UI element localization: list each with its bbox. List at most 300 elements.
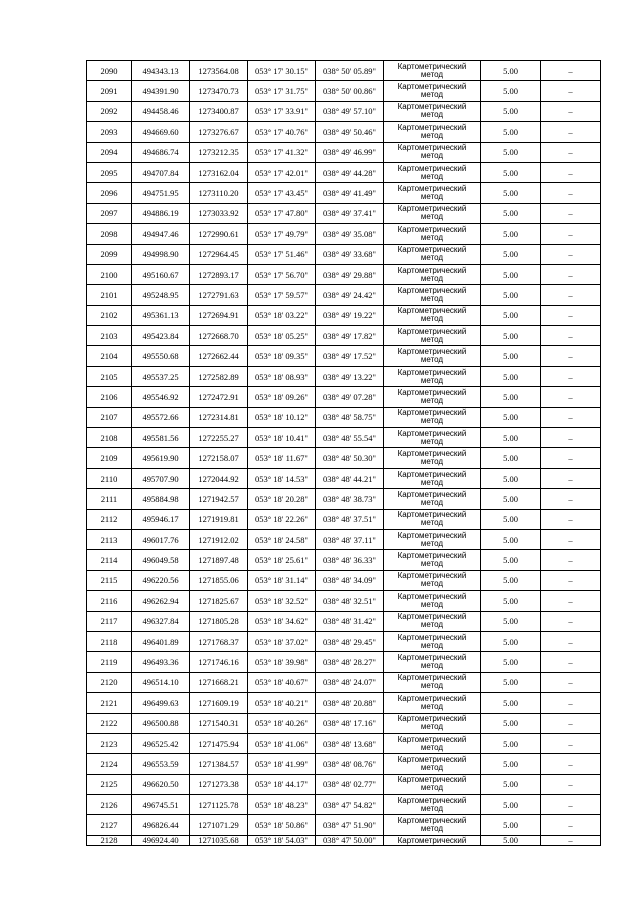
table-row bbox=[87, 611, 601, 631]
longitude-cell: 038° 49' 35.08" bbox=[316, 224, 384, 244]
longitude-cell: 038° 47' 51.90" bbox=[316, 815, 384, 835]
point-number-cell: 2116 bbox=[87, 591, 132, 611]
x-coordinate-cell: 496620.50 bbox=[132, 774, 190, 794]
table-row bbox=[87, 693, 601, 713]
y-coordinate-cell: 1272668.70 bbox=[190, 326, 248, 346]
y-coordinate-cell: 1271805.28 bbox=[190, 611, 248, 631]
longitude-cell: 038° 49' 37.41" bbox=[316, 203, 384, 223]
method-text: Картометрический bbox=[397, 835, 467, 845]
x-coordinate-cell: 496401.89 bbox=[132, 631, 190, 651]
method-text: Картометрический метод bbox=[397, 224, 467, 242]
longitude-cell: 038° 49' 17.52" bbox=[316, 346, 384, 366]
y-coordinate-cell: 1273564.08 bbox=[190, 61, 248, 81]
point-number-cell: 2115 bbox=[87, 570, 132, 590]
coordinates-table bbox=[86, 60, 601, 846]
determination-method-cell bbox=[384, 815, 481, 835]
longitude-cell: 038° 49' 17.82" bbox=[316, 326, 384, 346]
note-cell: – bbox=[541, 448, 601, 468]
point-number-cell: 2111 bbox=[87, 489, 132, 509]
note-cell: – bbox=[541, 101, 601, 121]
determination-method-cell bbox=[384, 162, 481, 182]
point-number-cell: 2106 bbox=[87, 387, 132, 407]
latitude-cell: 053° 18' 54.03" bbox=[248, 835, 316, 845]
x-coordinate-cell: 495550.68 bbox=[132, 346, 190, 366]
accuracy-cell: 5.00 bbox=[481, 366, 541, 386]
table-row bbox=[87, 570, 601, 590]
y-coordinate-cell: 1271855.06 bbox=[190, 570, 248, 590]
latitude-cell: 053° 18' 11.67" bbox=[248, 448, 316, 468]
method-text: Картометрический метод bbox=[397, 775, 467, 793]
x-coordinate-cell: 496826.44 bbox=[132, 815, 190, 835]
table-row bbox=[87, 428, 601, 448]
method-text: Картометрический метод bbox=[397, 653, 467, 671]
point-number-cell: 2094 bbox=[87, 142, 132, 162]
determination-method-cell bbox=[384, 366, 481, 386]
point-number-cell: 2117 bbox=[87, 611, 132, 631]
y-coordinate-cell: 1272472.91 bbox=[190, 387, 248, 407]
latitude-cell: 053° 17' 42.01" bbox=[248, 162, 316, 182]
accuracy-cell: 5.00 bbox=[481, 346, 541, 366]
table-row bbox=[87, 346, 601, 366]
point-number-cell: 2092 bbox=[87, 101, 132, 121]
x-coordinate-cell: 496493.36 bbox=[132, 652, 190, 672]
latitude-cell: 053° 17' 59.57" bbox=[248, 285, 316, 305]
method-text: Картометрический метод bbox=[397, 469, 467, 487]
accuracy-cell: 5.00 bbox=[481, 448, 541, 468]
accuracy-cell: 5.00 bbox=[481, 774, 541, 794]
determination-method-cell bbox=[384, 693, 481, 713]
longitude-cell: 038° 48' 20.88" bbox=[316, 693, 384, 713]
method-text: Картометрический метод bbox=[397, 551, 467, 569]
table-row bbox=[87, 815, 601, 835]
method-text: Картометрический метод bbox=[397, 489, 467, 507]
accuracy-cell: 5.00 bbox=[481, 61, 541, 81]
y-coordinate-cell: 1271825.67 bbox=[190, 591, 248, 611]
table-row bbox=[87, 305, 601, 325]
longitude-cell: 038° 49' 46.99" bbox=[316, 142, 384, 162]
latitude-cell: 053° 17' 41.32" bbox=[248, 142, 316, 162]
x-coordinate-cell: 494947.46 bbox=[132, 224, 190, 244]
note-cell: – bbox=[541, 652, 601, 672]
x-coordinate-cell: 496745.51 bbox=[132, 795, 190, 815]
accuracy-cell: 5.00 bbox=[481, 407, 541, 427]
note-cell: – bbox=[541, 835, 601, 845]
determination-method-cell bbox=[384, 101, 481, 121]
table-row bbox=[87, 529, 601, 549]
longitude-cell: 038° 47' 54.82" bbox=[316, 795, 384, 815]
longitude-cell: 038° 48' 55.54" bbox=[316, 428, 384, 448]
accuracy-cell: 5.00 bbox=[481, 529, 541, 549]
y-coordinate-cell: 1272582.89 bbox=[190, 366, 248, 386]
determination-method-cell bbox=[384, 407, 481, 427]
x-coordinate-cell: 496220.56 bbox=[132, 570, 190, 590]
y-coordinate-cell: 1272158.07 bbox=[190, 448, 248, 468]
table-row bbox=[87, 244, 601, 264]
accuracy-cell: 5.00 bbox=[481, 264, 541, 284]
determination-method-cell bbox=[384, 754, 481, 774]
table-row bbox=[87, 183, 601, 203]
longitude-cell: 038° 49' 50.46" bbox=[316, 122, 384, 142]
note-cell: – bbox=[541, 672, 601, 692]
longitude-cell: 038° 48' 17.16" bbox=[316, 713, 384, 733]
y-coordinate-cell: 1272893.17 bbox=[190, 264, 248, 284]
accuracy-cell: 5.00 bbox=[481, 489, 541, 509]
note-cell: – bbox=[541, 550, 601, 570]
table-row bbox=[87, 713, 601, 733]
method-text: Картометрический метод bbox=[397, 82, 467, 100]
longitude-cell: 038° 50' 05.89" bbox=[316, 61, 384, 81]
determination-method-cell bbox=[384, 611, 481, 631]
determination-method-cell bbox=[384, 591, 481, 611]
determination-method-cell bbox=[384, 672, 481, 692]
accuracy-cell: 5.00 bbox=[481, 81, 541, 101]
table-row bbox=[87, 631, 601, 651]
x-coordinate-cell: 496327.84 bbox=[132, 611, 190, 631]
method-text: Картометрический метод bbox=[397, 306, 467, 324]
accuracy-cell: 5.00 bbox=[481, 550, 541, 570]
table-row bbox=[87, 162, 601, 182]
determination-method-cell bbox=[384, 713, 481, 733]
latitude-cell: 053° 18' 20.28" bbox=[248, 489, 316, 509]
point-number-cell: 2109 bbox=[87, 448, 132, 468]
longitude-cell: 038° 49' 07.28" bbox=[316, 387, 384, 407]
table-row bbox=[87, 203, 601, 223]
y-coordinate-cell: 1273470.73 bbox=[190, 81, 248, 101]
latitude-cell: 053° 18' 39.98" bbox=[248, 652, 316, 672]
accuracy-cell: 5.00 bbox=[481, 754, 541, 774]
accuracy-cell: 5.00 bbox=[481, 428, 541, 448]
method-text: Картометрический метод bbox=[397, 204, 467, 222]
longitude-cell: 038° 48' 08.76" bbox=[316, 754, 384, 774]
y-coordinate-cell: 1271768.37 bbox=[190, 631, 248, 651]
note-cell: – bbox=[541, 631, 601, 651]
x-coordinate-cell: 495572.66 bbox=[132, 407, 190, 427]
point-number-cell: 2114 bbox=[87, 550, 132, 570]
accuracy-cell: 5.00 bbox=[481, 285, 541, 305]
point-number-cell: 2103 bbox=[87, 326, 132, 346]
latitude-cell: 053° 17' 56.70" bbox=[248, 264, 316, 284]
y-coordinate-cell: 1273400.87 bbox=[190, 101, 248, 121]
accuracy-cell: 5.00 bbox=[481, 570, 541, 590]
accuracy-cell: 5.00 bbox=[481, 203, 541, 223]
longitude-cell: 038° 48' 37.11" bbox=[316, 529, 384, 549]
method-text: Картометрический метод bbox=[397, 61, 467, 79]
point-number-cell: 2097 bbox=[87, 203, 132, 223]
determination-method-cell bbox=[384, 142, 481, 162]
x-coordinate-cell: 494998.90 bbox=[132, 244, 190, 264]
method-text: Картометрический метод bbox=[397, 367, 467, 385]
point-number-cell: 2107 bbox=[87, 407, 132, 427]
table-row bbox=[87, 835, 601, 845]
point-number-cell: 2120 bbox=[87, 672, 132, 692]
latitude-cell: 053° 18' 41.99" bbox=[248, 754, 316, 774]
y-coordinate-cell: 1271912.02 bbox=[190, 529, 248, 549]
latitude-cell: 053° 18' 08.93" bbox=[248, 366, 316, 386]
accuracy-cell: 5.00 bbox=[481, 509, 541, 529]
point-number-cell: 2110 bbox=[87, 468, 132, 488]
point-number-cell: 2090 bbox=[87, 61, 132, 81]
accuracy-cell: 5.00 bbox=[481, 122, 541, 142]
determination-method-cell bbox=[384, 244, 481, 264]
longitude-cell: 038° 49' 19.22" bbox=[316, 305, 384, 325]
determination-method-cell bbox=[384, 203, 481, 223]
determination-method-cell bbox=[384, 346, 481, 366]
y-coordinate-cell: 1271609.19 bbox=[190, 693, 248, 713]
note-cell: – bbox=[541, 591, 601, 611]
x-coordinate-cell: 496500.88 bbox=[132, 713, 190, 733]
x-coordinate-cell: 496049.58 bbox=[132, 550, 190, 570]
point-number-cell: 2124 bbox=[87, 754, 132, 774]
note-cell: – bbox=[541, 162, 601, 182]
accuracy-cell: 5.00 bbox=[481, 652, 541, 672]
method-text: Картометрический метод bbox=[397, 714, 467, 732]
x-coordinate-cell: 494458.46 bbox=[132, 101, 190, 121]
method-text: Картометрический метод bbox=[397, 184, 467, 202]
note-cell: – bbox=[541, 774, 601, 794]
latitude-cell: 053° 18' 14.53" bbox=[248, 468, 316, 488]
accuracy-cell: 5.00 bbox=[481, 183, 541, 203]
longitude-cell: 038° 48' 44.21" bbox=[316, 468, 384, 488]
y-coordinate-cell: 1271919.81 bbox=[190, 509, 248, 529]
y-coordinate-cell: 1272791.63 bbox=[190, 285, 248, 305]
note-cell: – bbox=[541, 264, 601, 284]
method-text: Картометрический метод bbox=[397, 326, 467, 344]
latitude-cell: 053° 18' 32.52" bbox=[248, 591, 316, 611]
y-coordinate-cell: 1271942.57 bbox=[190, 489, 248, 509]
determination-method-cell bbox=[384, 631, 481, 651]
method-text: Картометрический метод bbox=[397, 265, 467, 283]
point-number-cell: 2105 bbox=[87, 366, 132, 386]
point-number-cell: 2095 bbox=[87, 162, 132, 182]
note-cell: – bbox=[541, 468, 601, 488]
note-cell: – bbox=[541, 61, 601, 81]
x-coordinate-cell: 494886.19 bbox=[132, 203, 190, 223]
determination-method-cell bbox=[384, 183, 481, 203]
accuracy-cell: 5.00 bbox=[481, 611, 541, 631]
accuracy-cell: 5.00 bbox=[481, 591, 541, 611]
longitude-cell: 038° 47' 50.00" bbox=[316, 835, 384, 845]
y-coordinate-cell: 1271746.16 bbox=[190, 652, 248, 672]
y-coordinate-cell: 1271475.94 bbox=[190, 733, 248, 753]
method-text: Картометрический метод bbox=[397, 163, 467, 181]
latitude-cell: 053° 18' 25.61" bbox=[248, 550, 316, 570]
x-coordinate-cell: 495248.95 bbox=[132, 285, 190, 305]
note-cell: – bbox=[541, 285, 601, 305]
latitude-cell: 053° 18' 41.06" bbox=[248, 733, 316, 753]
note-cell: – bbox=[541, 733, 601, 753]
latitude-cell: 053° 18' 40.21" bbox=[248, 693, 316, 713]
determination-method-cell bbox=[384, 489, 481, 509]
note-cell: – bbox=[541, 203, 601, 223]
table-row bbox=[87, 264, 601, 284]
y-coordinate-cell: 1273162.04 bbox=[190, 162, 248, 182]
determination-method-cell bbox=[384, 122, 481, 142]
point-number-cell: 2108 bbox=[87, 428, 132, 448]
determination-method-cell bbox=[384, 428, 481, 448]
point-number-cell: 2099 bbox=[87, 244, 132, 264]
y-coordinate-cell: 1271897.48 bbox=[190, 550, 248, 570]
point-number-cell: 2098 bbox=[87, 224, 132, 244]
longitude-cell: 038° 48' 36.33" bbox=[316, 550, 384, 570]
accuracy-cell: 5.00 bbox=[481, 326, 541, 346]
latitude-cell: 053° 17' 51.46" bbox=[248, 244, 316, 264]
point-number-cell: 2100 bbox=[87, 264, 132, 284]
point-number-cell: 2122 bbox=[87, 713, 132, 733]
longitude-cell: 038° 49' 57.10" bbox=[316, 101, 384, 121]
y-coordinate-cell: 1273212.35 bbox=[190, 142, 248, 162]
table-row bbox=[87, 733, 601, 753]
latitude-cell: 053° 18' 31.14" bbox=[248, 570, 316, 590]
longitude-cell: 038° 49' 24.42" bbox=[316, 285, 384, 305]
latitude-cell: 053° 18' 40.26" bbox=[248, 713, 316, 733]
determination-method-cell bbox=[384, 733, 481, 753]
table-row bbox=[87, 142, 601, 162]
method-text: Картометрический метод bbox=[397, 102, 467, 120]
method-text: Картометрический метод bbox=[397, 632, 467, 650]
latitude-cell: 053° 17' 33.91" bbox=[248, 101, 316, 121]
longitude-cell: 038° 48' 32.51" bbox=[316, 591, 384, 611]
longitude-cell: 038° 49' 41.49" bbox=[316, 183, 384, 203]
longitude-cell: 038° 48' 28.27" bbox=[316, 652, 384, 672]
note-cell: – bbox=[541, 489, 601, 509]
y-coordinate-cell: 1272964.45 bbox=[190, 244, 248, 264]
table-row bbox=[87, 366, 601, 386]
latitude-cell: 053° 17' 49.79" bbox=[248, 224, 316, 244]
note-cell: – bbox=[541, 570, 601, 590]
determination-method-cell bbox=[384, 509, 481, 529]
point-number-cell: 2091 bbox=[87, 81, 132, 101]
accuracy-cell: 5.00 bbox=[481, 733, 541, 753]
method-text: Картометрический метод bbox=[397, 754, 467, 772]
point-number-cell: 2096 bbox=[87, 183, 132, 203]
note-cell: – bbox=[541, 122, 601, 142]
note-cell: – bbox=[541, 611, 601, 631]
x-coordinate-cell: 494343.13 bbox=[132, 61, 190, 81]
method-text: Картометрический метод bbox=[397, 693, 467, 711]
table-row bbox=[87, 407, 601, 427]
table-row bbox=[87, 61, 601, 81]
latitude-cell: 053° 18' 44.17" bbox=[248, 774, 316, 794]
y-coordinate-cell: 1273110.20 bbox=[190, 183, 248, 203]
y-coordinate-cell: 1271540.31 bbox=[190, 713, 248, 733]
x-coordinate-cell: 496017.76 bbox=[132, 529, 190, 549]
note-cell: – bbox=[541, 693, 601, 713]
accuracy-cell: 5.00 bbox=[481, 815, 541, 835]
accuracy-cell: 5.00 bbox=[481, 162, 541, 182]
x-coordinate-cell: 495160.67 bbox=[132, 264, 190, 284]
note-cell: – bbox=[541, 183, 601, 203]
determination-method-cell bbox=[384, 81, 481, 101]
longitude-cell: 038° 48' 31.42" bbox=[316, 611, 384, 631]
x-coordinate-cell: 496262.94 bbox=[132, 591, 190, 611]
accuracy-cell: 5.00 bbox=[481, 795, 541, 815]
method-text: Картометрический метод bbox=[397, 795, 467, 813]
table-row bbox=[87, 101, 601, 121]
accuracy-cell: 5.00 bbox=[481, 224, 541, 244]
method-text: Картометрический метод bbox=[397, 816, 467, 834]
latitude-cell: 053° 18' 10.12" bbox=[248, 407, 316, 427]
latitude-cell: 053° 17' 30.15" bbox=[248, 61, 316, 81]
point-number-cell: 2118 bbox=[87, 631, 132, 651]
longitude-cell: 038° 48' 50.30" bbox=[316, 448, 384, 468]
longitude-cell: 038° 48' 29.45" bbox=[316, 631, 384, 651]
accuracy-cell: 5.00 bbox=[481, 631, 541, 651]
coordinates-table-body bbox=[87, 61, 601, 846]
point-number-cell: 2126 bbox=[87, 795, 132, 815]
method-text: Картометрический метод bbox=[397, 571, 467, 589]
x-coordinate-cell: 495581.56 bbox=[132, 428, 190, 448]
latitude-cell: 053° 17' 31.75" bbox=[248, 81, 316, 101]
x-coordinate-cell: 496924.40 bbox=[132, 835, 190, 845]
y-coordinate-cell: 1272990.61 bbox=[190, 224, 248, 244]
x-coordinate-cell: 496499.63 bbox=[132, 693, 190, 713]
point-number-cell: 2123 bbox=[87, 733, 132, 753]
latitude-cell: 053° 18' 48.23" bbox=[248, 795, 316, 815]
table-row bbox=[87, 122, 601, 142]
x-coordinate-cell: 494391.90 bbox=[132, 81, 190, 101]
y-coordinate-cell: 1271035.68 bbox=[190, 835, 248, 845]
note-cell: – bbox=[541, 366, 601, 386]
note-cell: – bbox=[541, 387, 601, 407]
note-cell: – bbox=[541, 305, 601, 325]
table-row bbox=[87, 387, 601, 407]
longitude-cell: 038° 50' 00.86" bbox=[316, 81, 384, 101]
determination-method-cell bbox=[384, 652, 481, 672]
y-coordinate-cell: 1271273.38 bbox=[190, 774, 248, 794]
note-cell: – bbox=[541, 224, 601, 244]
method-text: Картометрический метод bbox=[397, 530, 467, 548]
longitude-cell: 038° 49' 44.28" bbox=[316, 162, 384, 182]
y-coordinate-cell: 1273276.67 bbox=[190, 122, 248, 142]
table-row bbox=[87, 224, 601, 244]
table-row bbox=[87, 326, 601, 346]
latitude-cell: 053° 18' 09.35" bbox=[248, 346, 316, 366]
note-cell: – bbox=[541, 754, 601, 774]
y-coordinate-cell: 1271668.21 bbox=[190, 672, 248, 692]
accuracy-cell: 5.00 bbox=[481, 835, 541, 845]
latitude-cell: 053° 18' 05.25" bbox=[248, 326, 316, 346]
determination-method-cell bbox=[384, 529, 481, 549]
x-coordinate-cell: 494707.84 bbox=[132, 162, 190, 182]
y-coordinate-cell: 1271384.57 bbox=[190, 754, 248, 774]
method-text: Картометрический метод bbox=[397, 245, 467, 263]
table-row bbox=[87, 81, 601, 101]
longitude-cell: 038° 48' 02.77" bbox=[316, 774, 384, 794]
note-cell: – bbox=[541, 142, 601, 162]
x-coordinate-cell: 494686.74 bbox=[132, 142, 190, 162]
accuracy-cell: 5.00 bbox=[481, 142, 541, 162]
table-row bbox=[87, 448, 601, 468]
y-coordinate-cell: 1272694.91 bbox=[190, 305, 248, 325]
longitude-cell: 038° 49' 13.22" bbox=[316, 366, 384, 386]
x-coordinate-cell: 496514.10 bbox=[132, 672, 190, 692]
longitude-cell: 038° 48' 38.73" bbox=[316, 489, 384, 509]
latitude-cell: 053° 17' 47.80" bbox=[248, 203, 316, 223]
accuracy-cell: 5.00 bbox=[481, 672, 541, 692]
latitude-cell: 053° 18' 50.86" bbox=[248, 815, 316, 835]
determination-method-cell bbox=[384, 305, 481, 325]
method-text: Картометрический метод bbox=[397, 408, 467, 426]
determination-method-cell bbox=[384, 570, 481, 590]
latitude-cell: 053° 18' 10.41" bbox=[248, 428, 316, 448]
y-coordinate-cell: 1272314.81 bbox=[190, 407, 248, 427]
method-text: Картометрический метод bbox=[397, 387, 467, 405]
accuracy-cell: 5.00 bbox=[481, 468, 541, 488]
y-coordinate-cell: 1272044.92 bbox=[190, 468, 248, 488]
point-number-cell: 2121 bbox=[87, 693, 132, 713]
point-number-cell: 2119 bbox=[87, 652, 132, 672]
point-number-cell: 2101 bbox=[87, 285, 132, 305]
